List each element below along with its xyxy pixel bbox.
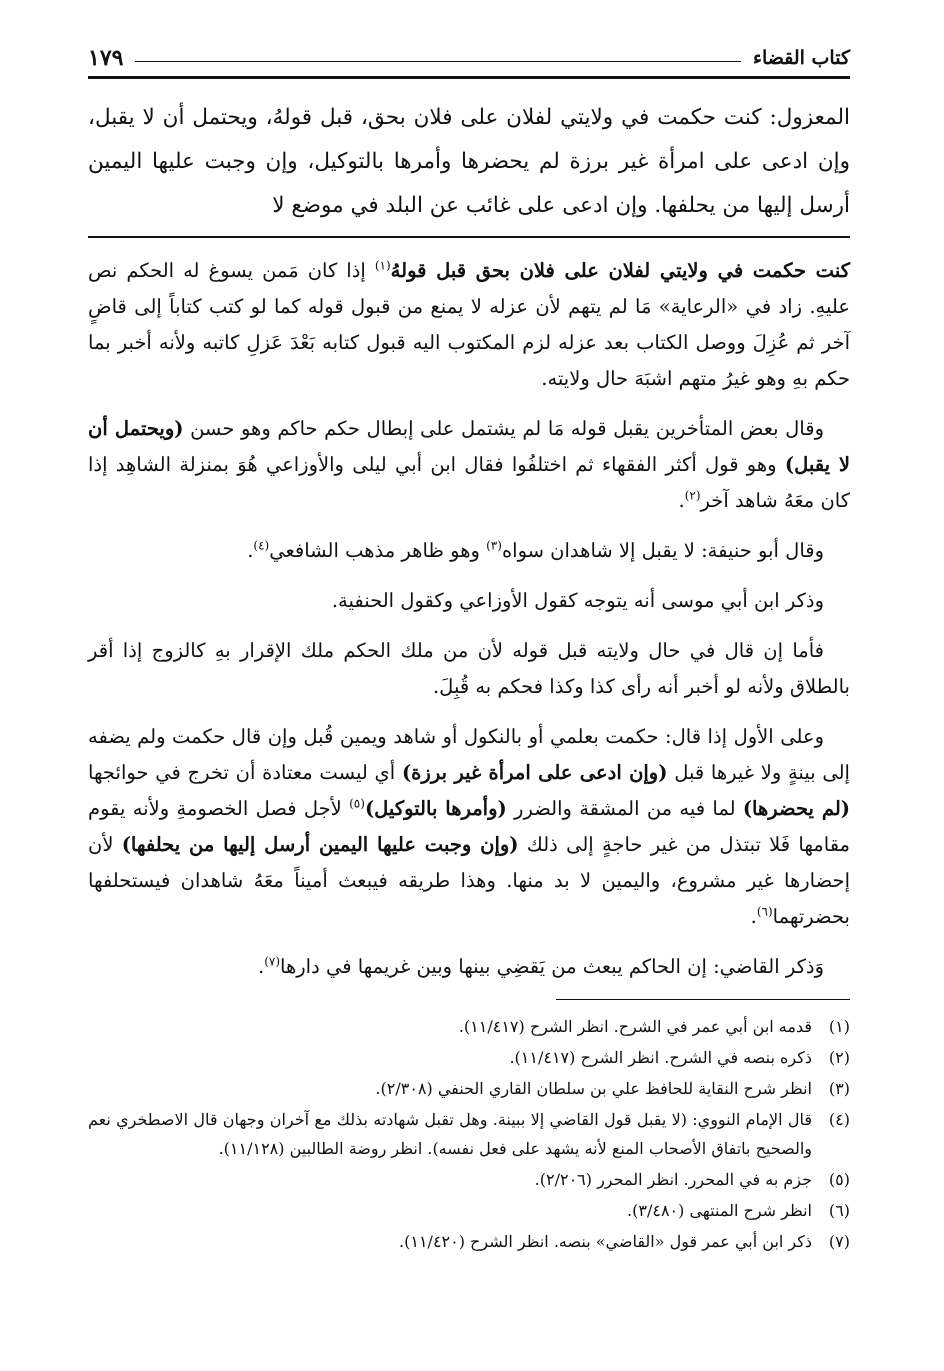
footnote-number: (٣) (828, 1079, 850, 1098)
paragraph-text: وهو قول أكثر الفقهاء ثم اختلفُوا فقال ابن أبي ليلى والأوزاعي هُوَ بمنزلة الشاهِد إذا كان معَهُ شاهد آخر (88, 453, 850, 512)
paragraph-text: لأن إحضارها غير مشروع، واليمين لا بد منها. وهذا طريقه فيبعث أميناً معَهُ شاهدان فيستحلفها بحضرتهما (88, 833, 850, 928)
footnote-ref: (٤) (253, 538, 270, 553)
paragraph-text: وقال بعض المتأخرين يقبل قوله مَا لم يشتمل على إبطال حكم حاكم وهو حسن (183, 417, 824, 440)
footnote (88, 1227, 850, 1256)
paragraph-text: وهو ظاهر مذهب الشافعي (269, 539, 487, 562)
commentary-paragraph-4 (88, 583, 850, 619)
paragraph-text: لما فيه من المشقة والضرر (506, 797, 743, 820)
punctuation: . (257, 955, 265, 978)
footnote-number: (٤) (828, 1110, 850, 1129)
footnote-text: قدمه ابن أبي عمر في الشرح. انظر الشرح (١١/٤١٧). (458, 1017, 812, 1036)
quoted-text: (وأمرها بالتوكيل) (364, 797, 507, 820)
footnote-text: ذكره بنصه في الشرح. انظر الشرح (١١/٤١٧). (509, 1048, 812, 1067)
footnote-ref: (١) (374, 258, 391, 273)
footnote-number: (١) (828, 1017, 850, 1036)
paragraph-text: وَذكر القاضي: إن الحاكم يبعث من يَقضِي بينها وبين غريمها في دارها (280, 955, 824, 978)
quoted-text: (وإن وجبت عليها اليمين أرسل إليها من يحلفها) (121, 833, 519, 856)
commentary (88, 253, 850, 999)
page-header (88, 40, 850, 79)
footnote-text: انظر شرح النقاية للحافظ علي بن سلطان القاري الحنفي (٢/٣٠٨). (375, 1079, 812, 1098)
quoted-text: (ويحتمل أن لا يقبل) (88, 417, 850, 476)
commentary-paragraph-2 (88, 411, 850, 519)
paragraph-text: أي ليست معتادة أن تخرج في حوائجها (88, 761, 402, 784)
punctuation: . (750, 905, 757, 928)
footnote-text: ذكر ابن أبي عمر قول «القاضي» بنصه. انظر الشرح (١١/٤٢٠). (399, 1232, 812, 1251)
paragraph-text: وذكر ابن أبي موسى أنه يتوجه كقول الأوزاعي وكقول الحنفية. (331, 589, 824, 612)
main-text-body: المعزول: كنت حكمت في ولايتي لفلان على فلان بحق، قبل قولهُ، ويحتمل أن لا يقبل، وإن ادعى على امرأة غير برزة لم يحضرها وأمرها بالتوكيل، وإن وجبت عليها اليمين أرسل إليها من يحلفها. وإن ادعى على غائب عن البلد في موضع لا (88, 105, 850, 218)
quoted-text: (وإن ادعى على امرأة غير برزة) (401, 761, 668, 784)
footnote (88, 1105, 850, 1163)
commentary-paragraph-6 (88, 719, 850, 935)
footnote-number: (٦) (828, 1201, 850, 1220)
footnote (88, 1043, 850, 1072)
footnote-text: جزم به في المحرر. انظر المحرر (٢/٢٠٦). (534, 1170, 812, 1189)
commentary-paragraph-7 (88, 949, 850, 985)
footnote (88, 1165, 850, 1194)
paragraph-text: وعلى الأول إذا قال: حكمت بعلمي أو بالنكول أو شاهد ويمين قُبل وإن قال حكمت ولم يضفه إلى بينةٍ ولا غيرها قبل (88, 725, 850, 784)
header-rule (135, 61, 741, 62)
footnote-text: قال الإمام النووي: (لا يقبل قول القاضي إلا ببينة. وهل تقبل شهادته بذلك مع آخران وجهان قال الاصطخري نعم والصحيح باتفاق الأصحاب المنع لأنه يشهد على فعل نفسه). انظر روضة الطالبين (١١/١٢٨). (88, 1110, 812, 1158)
footnote-divider (556, 999, 850, 1000)
quoted-text: كنت حكمت في ولايتي لفلان على فلان بحق قبل قولهُ (390, 259, 850, 282)
punctuation: . (247, 539, 254, 562)
footnote (88, 1012, 850, 1041)
paragraph-text: وقال أبو حنيفة: لا يقبل إلا شاهدان سواه (501, 539, 824, 562)
section-divider (88, 236, 850, 238)
footnote (88, 1074, 850, 1103)
footnote-ref: (٣) (486, 538, 502, 553)
punctuation: . (678, 489, 685, 512)
footnote-text: انظر شرح المنتهى (٣/٤٨٠). (627, 1201, 812, 1220)
commentary-paragraph-5 (88, 633, 850, 705)
quoted-text: (لم يحضرها) (742, 797, 850, 820)
footnote-ref: (٥) (349, 796, 365, 811)
paragraph-text: لأجل فصل الخصومةِ ولأنه يقوم مقامها فَلا تبتذل من غير حاجةٍ إلى ذلك (88, 797, 851, 856)
footnotes (88, 1012, 850, 1258)
main-text (88, 96, 850, 228)
paragraph-text: فأما إن قال في حال ولايته قبل قوله لأن من ملك الحكم ملك الإقرار بهِ كالزوج إذا أقر بالطلاق ولأنه لو أخبر أنه رأى كذا وكذا فحكم به قُبِلَ. (88, 639, 850, 698)
footnote (88, 1196, 850, 1225)
commentary-paragraph-1 (88, 253, 850, 397)
footnote-ref: (٢) (684, 488, 701, 503)
commentary-paragraph-3 (88, 533, 850, 569)
running-title: كتاب القضاء (753, 47, 850, 69)
footnote-number: (٢) (828, 1048, 850, 1067)
footnote-ref: (٦) (756, 904, 773, 919)
paragraph-text: إذا كان مَمن يسوغ له الحكم نص عليهِ. زاد في «الرعاية» مَا لم يتهم لأن عزله لا يمنع من قبول قوله كما لو كتب كتاباً إلى قاضٍ آخر ثم عُزِلَ ووصل الكتاب بعد عزله لزم المكتوب اليه قبول كتابه بَعْدَ عَزلِ كاتبه ولأنه أخبر بما حكم بهِ وهو غيرُ متهم اشبَهَ حال ولايته. (88, 259, 850, 390)
page-number: ١٧٩ (88, 45, 124, 71)
footnote-number: (٥) (828, 1170, 850, 1189)
footnote-number: (٧) (828, 1232, 850, 1251)
footnote-ref: (٧) (264, 954, 281, 969)
